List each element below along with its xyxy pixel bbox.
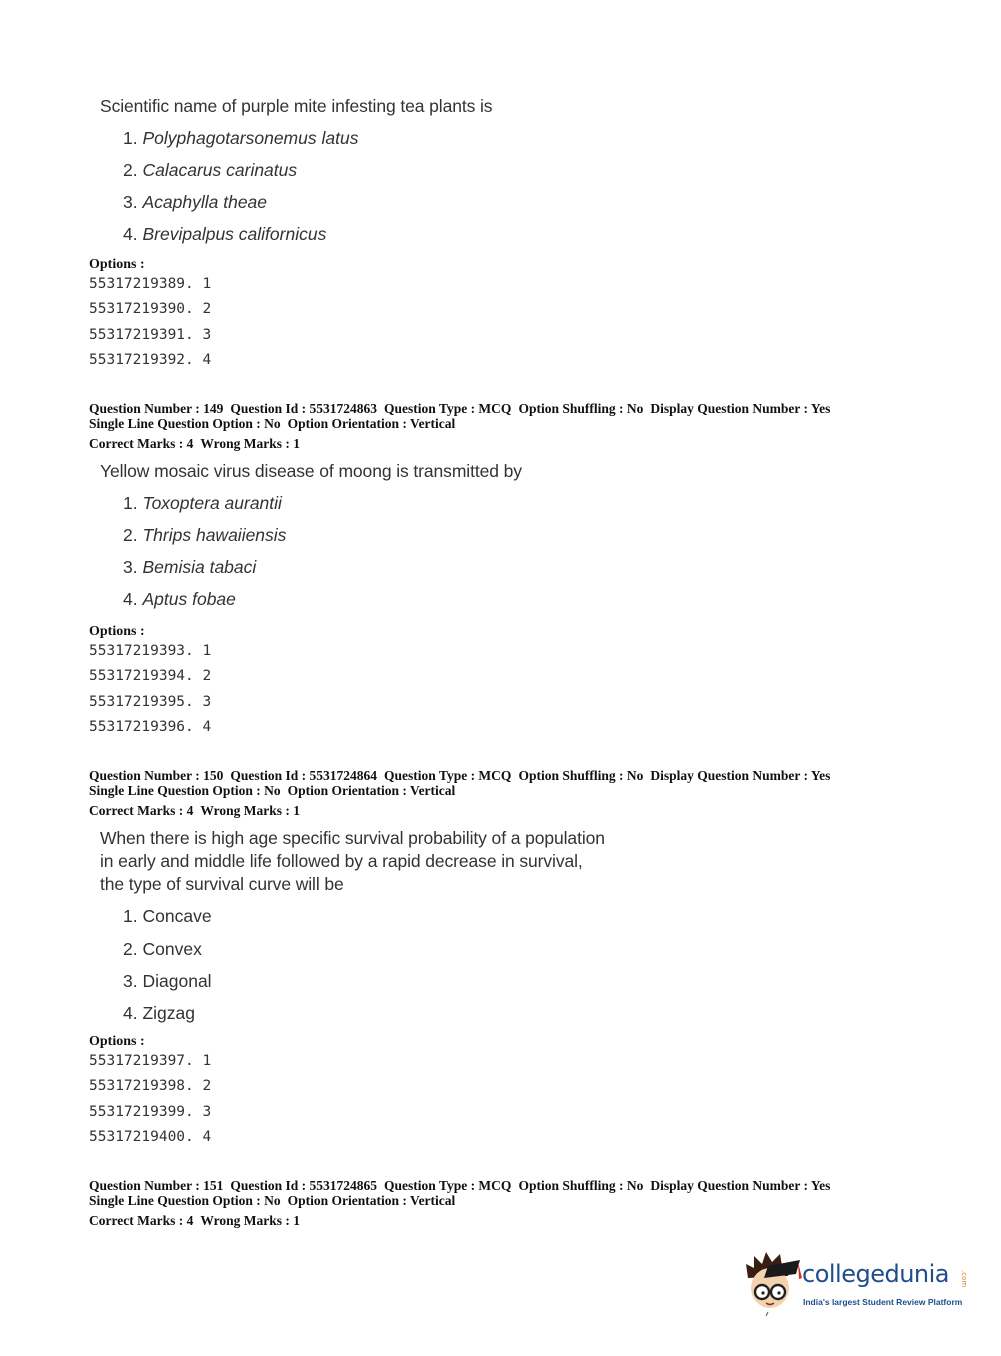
mascot-icon [742,1248,804,1318]
logo-wordmark: collegedunia [802,1260,950,1288]
option-id: 55317219399. 3 [89,1104,212,1120]
choice-4: 4. Brevipalpus californicus [123,224,327,244]
option-id: 55317219396. 4 [89,719,212,735]
option-id: 55317219394. 2 [89,668,212,684]
stem-line: Yellow mosaic virus disease of moong is transmitted by [100,461,522,481]
choice-1: 1. Concave [123,906,212,926]
stem-line: the type of survival curve will be [100,874,344,894]
question-meta-line-2: Single Line Question Option : No Option Orientation : Vertical [89,416,456,431]
question-meta-line-1: Question Number : 149 Question Id : 5531724863 Question Type : MCQ Option Shuffling : No Display Question Number : Yes [89,401,831,416]
choice-2: 2. Thrips hawaiiensis [123,525,287,545]
option-id: 55317219389. 1 [89,276,212,292]
stem-line: in early and middle life followed by a rapid decrease in survival, [100,851,583,871]
option-id: 55317219390. 2 [89,301,212,317]
option-id: 55317219395. 3 [89,694,212,710]
stem-line: Scientific name of purple mite infesting tea plants is [100,96,493,116]
stem-line: When there is high age specific survival probability of a population [100,828,605,848]
logo-tagline: India's largest Student Review Platform [803,1297,963,1307]
question-marks: Correct Marks : 4 Wrong Marks : 1 [89,436,300,451]
question-meta-line-2: Single Line Question Option : No Option Orientation : Vertical [89,1193,456,1208]
choice-3: 3. Diagonal [123,971,212,991]
choice-1: 1. Polyphagotarsonemus latus [123,128,359,148]
option-id: 55317219393. 1 [89,643,212,659]
question-meta-line-2: Single Line Question Option : No Option Orientation : Vertical [89,783,456,798]
option-id: 55317219400. 4 [89,1129,212,1145]
choice-3: 3. Bemisia tabaci [123,557,257,577]
option-id: 55317219392. 4 [89,352,212,368]
option-id: 55317219391. 3 [89,327,212,343]
choice-3: 3. Acaphylla theae [123,192,268,212]
question-stem [100,460,522,483]
question-meta-line-1: Question Number : 151 Question Id : 5531724865 Question Type : MCQ Option Shuffling : No Display Question Number : Yes [89,1178,831,1193]
choice-2: 2. Convex [123,939,202,959]
choice-1: 1. Toxoptera aurantii [123,493,282,513]
options-label: Options : [89,257,145,272]
question-marks: Correct Marks : 4 Wrong Marks : 1 [89,1213,300,1228]
choice-4: 4. Zigzag [123,1003,196,1023]
question-stem [100,827,605,896]
choice-4: 4. Aptus fobae [123,589,236,609]
question-meta-line-1: Question Number : 150 Question Id : 5531724864 Question Type : MCQ Option Shuffling : No Display Question Number : Yes [89,768,831,783]
options-label: Options : [89,1034,145,1049]
logo-domain-suffix: .com [960,1270,968,1288]
collegedunia-logo [742,1248,972,1318]
option-id: 55317219397. 1 [89,1053,212,1069]
question-marks: Correct Marks : 4 Wrong Marks : 1 [89,803,300,818]
question-stem [100,95,492,118]
options-label: Options : [89,624,145,639]
choice-2: 2. Calacarus carinatus [123,160,298,180]
option-id: 55317219398. 2 [89,1078,212,1094]
